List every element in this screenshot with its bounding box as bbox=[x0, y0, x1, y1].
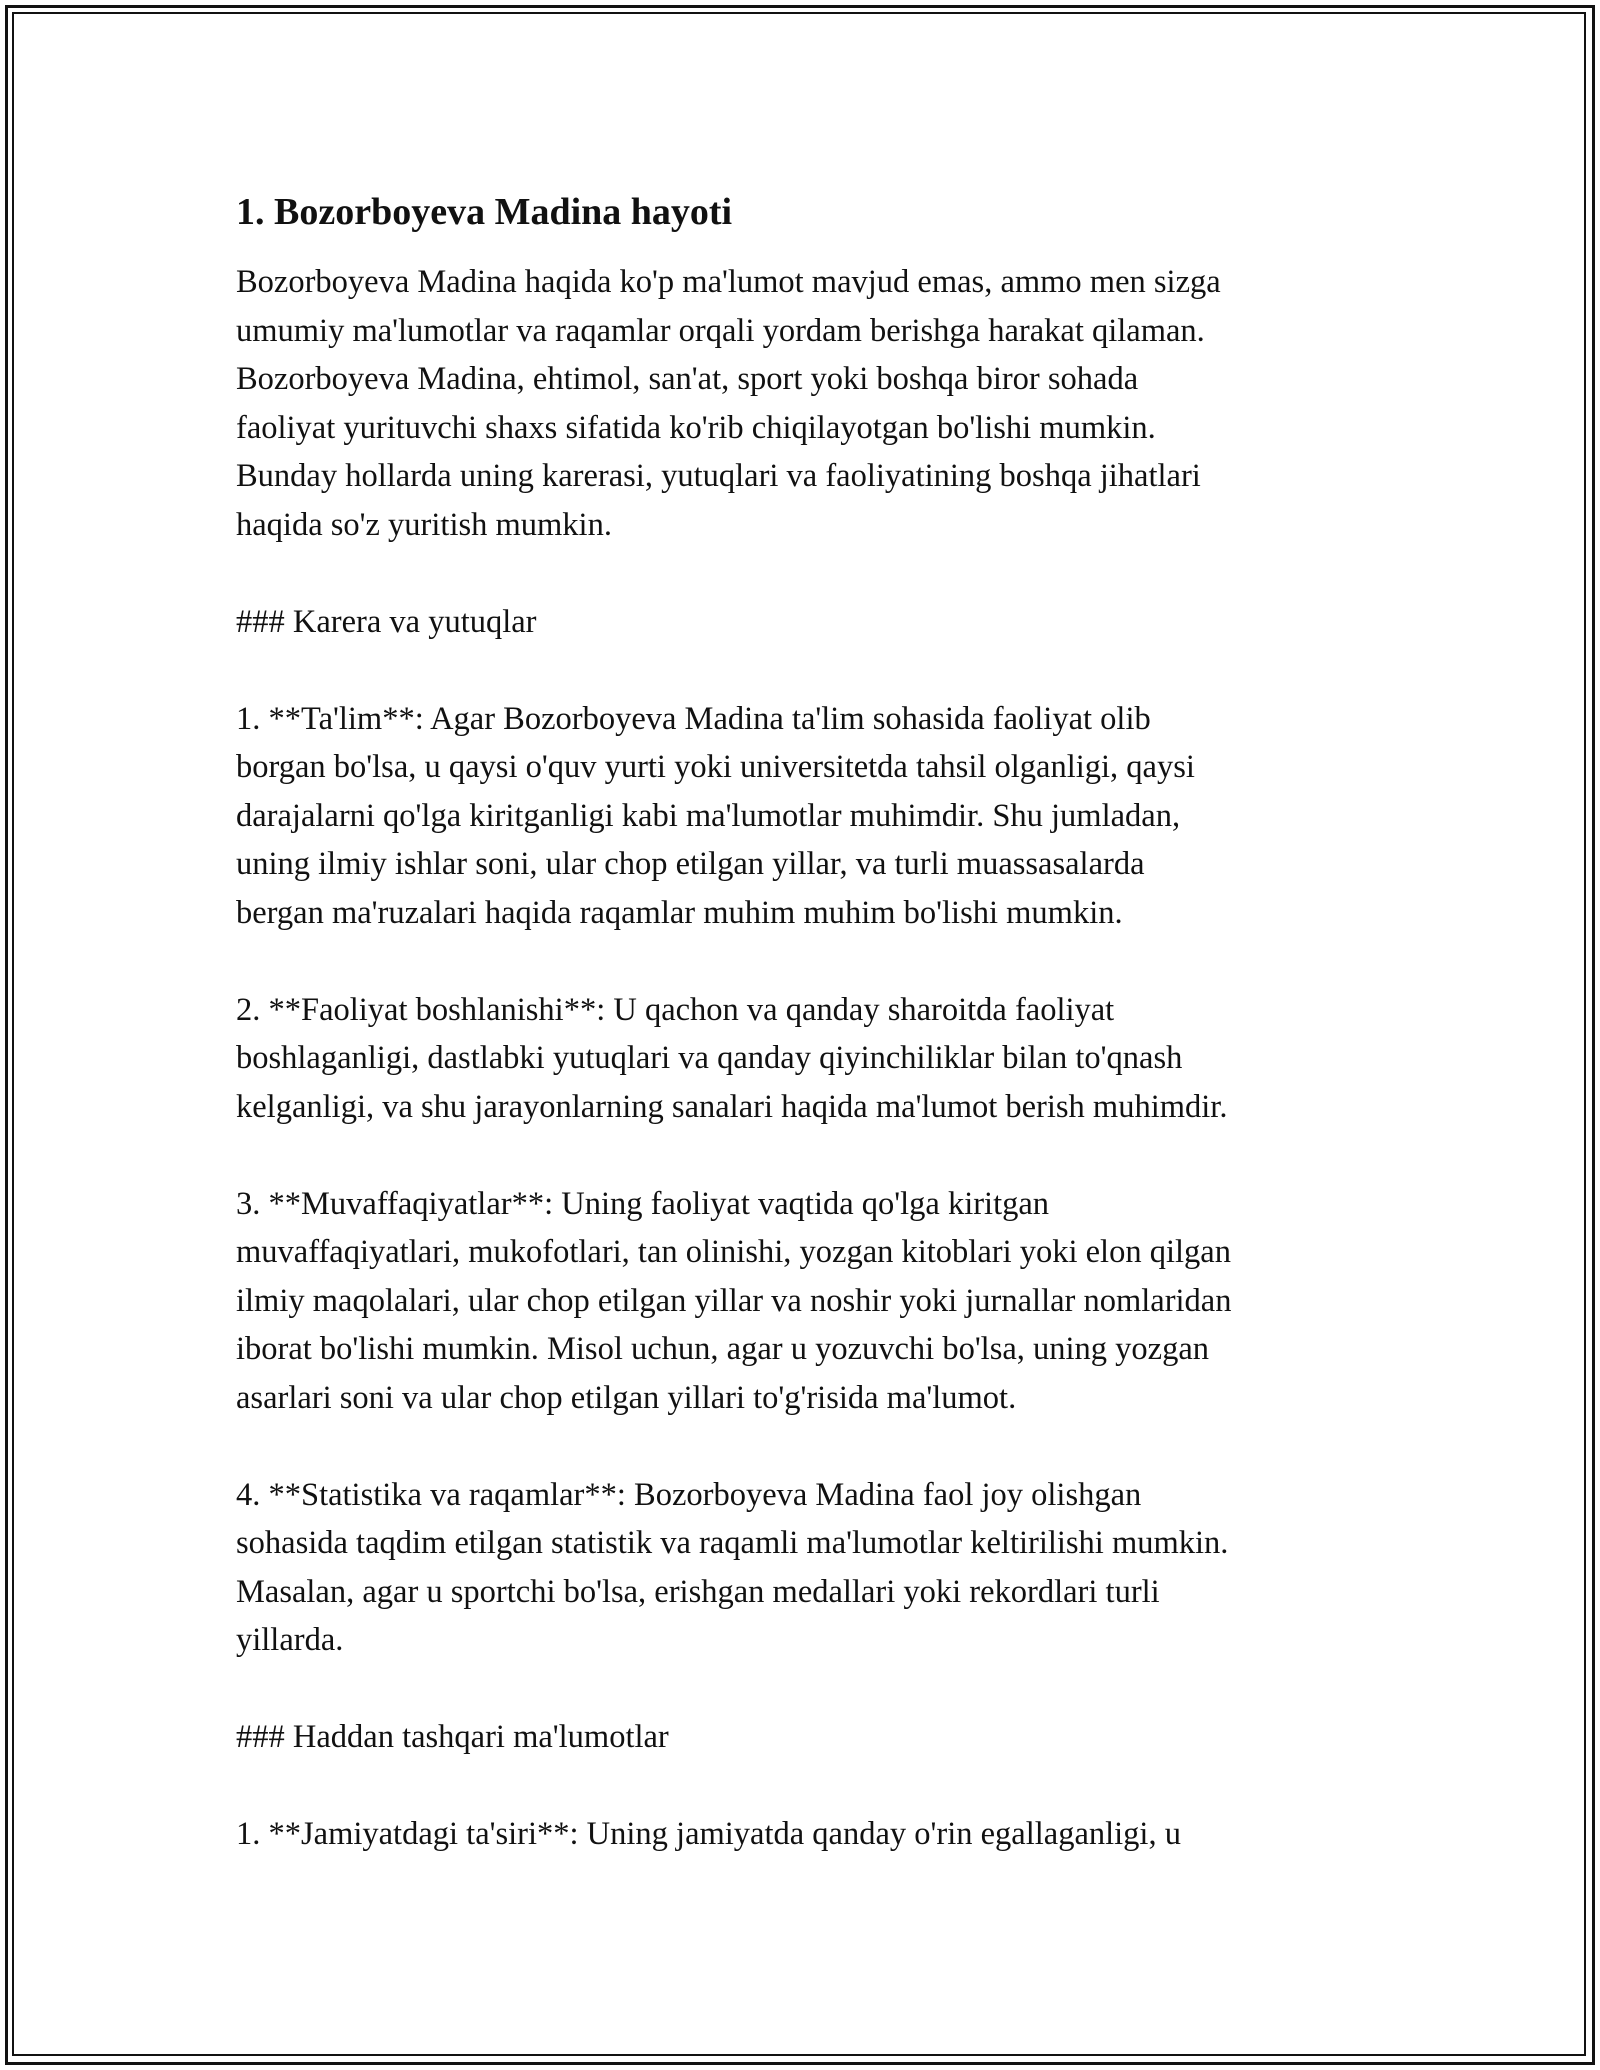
paragraph bbox=[236, 1180, 1396, 1423]
text-line: borgan bo'lsa, u qaysi o'quv yurti yoki universitetda tahsil olganligi, qaysi bbox=[236, 749, 1195, 785]
paragraph bbox=[236, 1471, 1396, 1665]
text-line: sohasida taqdim etilgan statistik va raqamli ma'lumotlar keltirilishi mumkin. bbox=[236, 1525, 1229, 1561]
text-line: asarlari soni va ular chop etilgan yillari to'g'risida ma'lumot. bbox=[236, 1379, 1017, 1416]
text-line: kelganligi, va shu jarayonlarning sanalari haqida ma'lumot berish muhimdir. bbox=[236, 1088, 1228, 1125]
text-line: boshlaganligi, dastlabki yutuqlari va qanday qiyinchiliklar bilan to'qnash bbox=[236, 1040, 1183, 1076]
text-line: 1. **Jamiyatdagi ta'siri**: Uning jamiyatda qanday o'rin egallaganligi, u bbox=[236, 1816, 1181, 1852]
paragraph-list bbox=[236, 258, 1396, 1859]
text-line: Bozorboyeva Madina, ehtimol, san'at, sport yoki boshqa biror sohada bbox=[236, 361, 1139, 397]
text-line: yillarda. bbox=[236, 1622, 344, 1658]
text-line: ### Karera va yutuqlar bbox=[236, 603, 537, 640]
text-line: 1. **Ta'lim**: Agar Bozorboyeva Madina ta'lim sohasida faoliyat olib bbox=[236, 700, 1151, 737]
text-line: bergan ma'ruzalari haqida raqamlar muhim muhim bo'lishi mumkin. bbox=[236, 894, 1123, 931]
text-line: haqida so'z yuritish mumkin. bbox=[236, 506, 612, 543]
paragraph bbox=[236, 1810, 1396, 1859]
text-line: Bunday hollarda uning karerasi, yutuqlari va faoliyatining boshqa jihatlari bbox=[236, 458, 1201, 494]
text-line: iborat bo'lishi mumkin. Misol uchun, agar u yozuvchi bo'lsa, uning yozgan bbox=[236, 1331, 1210, 1367]
text-line: 4. **Statistika va raqamlar**: Bozorboyeva Madina faol joy olishgan bbox=[236, 1476, 1142, 1513]
paragraph bbox=[236, 1713, 1396, 1762]
document-title: 1. Bozorboyeva Madina hayoti bbox=[236, 191, 733, 233]
text-line: darajalarni qo'lga kiritganligi kabi ma'lumotlar muhimdir. Shu jumladan, bbox=[236, 797, 1181, 834]
text-line: Bozorboyeva Madina haqida ko'p ma'lumot mavjud emas, ammo men sizga bbox=[236, 264, 1221, 300]
paragraph bbox=[236, 695, 1396, 938]
paragraph bbox=[236, 986, 1396, 1132]
text-line: ilmiy maqolalari, ular chop etilgan yillar va noshir yoki jurnallar nomlaridan bbox=[236, 1282, 1232, 1319]
text-line: ### Haddan tashqari ma'lumotlar bbox=[236, 1719, 669, 1755]
text-line: faoliyat yurituvchi shaxs sifatida ko'rib chiqilayotgan bo'lishi mumkin. bbox=[236, 409, 1156, 446]
text-line: 2. **Faoliyat boshlanishi**: U qachon va qanday sharoitda faoliyat bbox=[236, 991, 1115, 1028]
paragraph bbox=[236, 258, 1396, 549]
text-line: Masalan, agar u sportchi bo'lsa, erishgan medallari yoki rekordlari turli bbox=[236, 1573, 1160, 1610]
paragraph bbox=[236, 598, 1396, 647]
text-line: 3. **Muvaffaqiyatlar**: Uning faoliyat vaqtida qo'lga kiritgan bbox=[236, 1185, 1050, 1222]
text-line: umumiy ma'lumotlar va raqamlar orqali yordam berishga harakat qilaman. bbox=[236, 312, 1205, 349]
document-body bbox=[236, 182, 1396, 1907]
text-line: uning ilmiy ishlar soni, ular chop etilgan yillar, va turli muassasalarda bbox=[236, 846, 1145, 882]
text-line: muvaffaqiyatlari, mukofotlari, tan olinishi, yozgan kitoblari yoki elon qilgan bbox=[236, 1234, 1231, 1270]
